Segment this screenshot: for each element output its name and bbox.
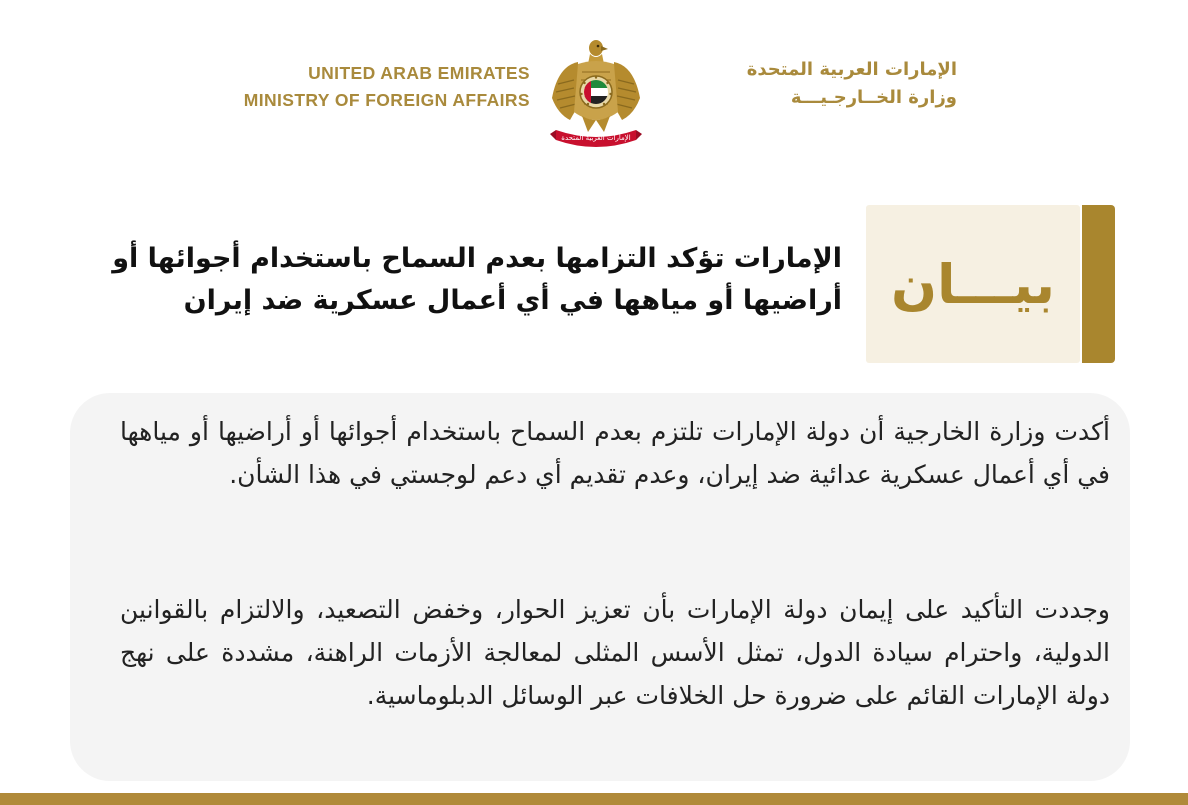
arabic-country-name: الإمارات العربية المتحدة xyxy=(746,59,957,80)
headline xyxy=(90,238,842,322)
headline-line-1: الإمارات تؤكد التزامها بعدم السماح باستخدام أجوائها أو xyxy=(112,243,842,274)
english-ministry-name xyxy=(244,60,530,114)
body-paragraph-1: أكدت وزارة الخارجية أن دولة الإمارات تلتزم بعدم السماح باستخدام أجوائها أو أراضيها أو مياهها في أي أعمال عسكرية عدائية ضد إيران، وعدم تقديم أي دعم لوجستي في هذا الشأن. xyxy=(120,417,1110,489)
uae-falcon-emblem-icon xyxy=(548,36,644,152)
english-country-name: UNITED ARAB EMIRATES xyxy=(308,63,530,83)
statement-badge-label: بيـــان xyxy=(890,252,1056,316)
page-header xyxy=(0,36,1188,156)
emblem-motto-text: الإمارات العربية المتحدة xyxy=(561,134,631,142)
footer-gold-bar xyxy=(0,793,1188,805)
statement-badge-accent-bar xyxy=(1082,205,1115,363)
body-paragraph-2: وجددت التأكيد على إيمان دولة الإمارات بأن تعزيز الحوار، وخفض التصعيد، والالتزام بالقوانين الدولية، واحترام سيادة الدول، تمثل الأسس المثلى لمعالجة الأزمات الراهنة، مشددة على نهج دولة الإمارات القائم على ضرورة حل الخلافات عبر الوسائل الدبلوماسية. xyxy=(120,595,1110,710)
arabic-ministry-name xyxy=(657,56,957,112)
english-ministry-title: MINISTRY OF FOREIGN AFFAIRS xyxy=(243,90,530,110)
headline-line-2: أراضيها أو مياهها في أي أعمال عسكرية ضد إيران xyxy=(183,285,842,316)
arabic-ministry-title: وزارة الخــارجـيـــة xyxy=(790,87,957,108)
